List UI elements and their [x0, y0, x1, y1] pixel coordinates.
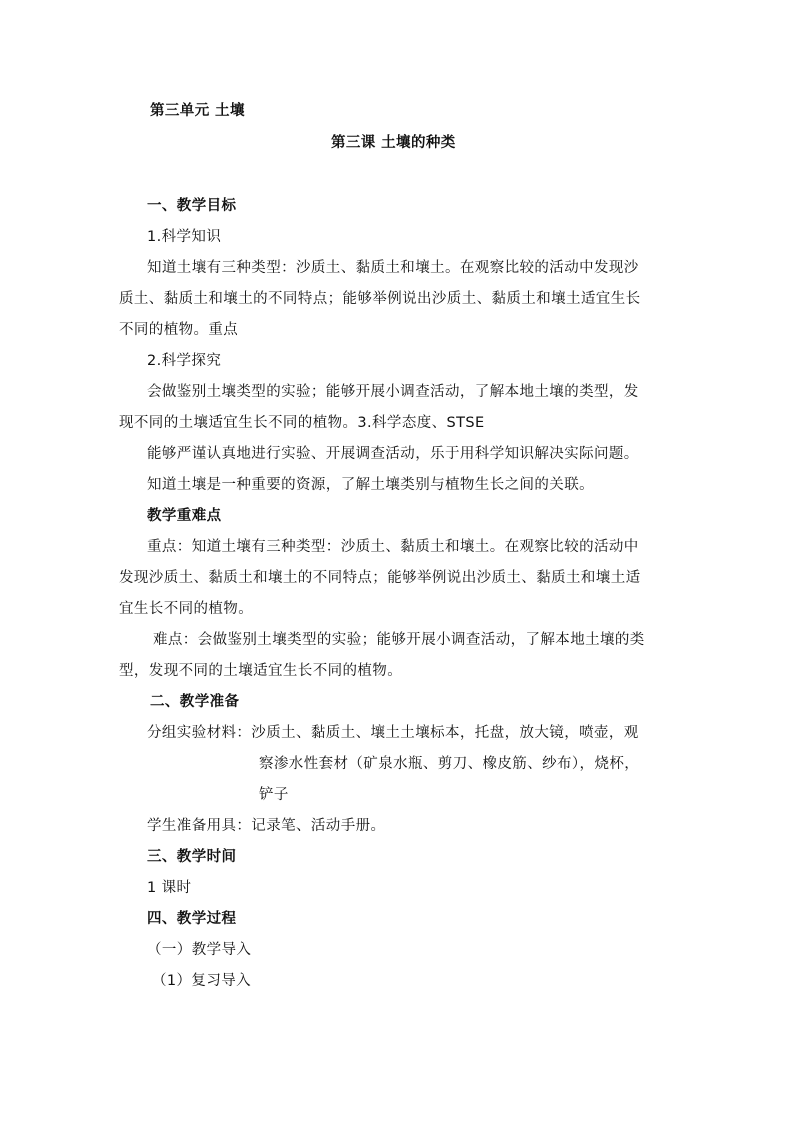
knowledge-line: 质土、黏质土和壤土的不同特点；能够举例说出沙质土、黏质土和壤土适宜生长: [119, 291, 641, 307]
key-difficult-heading: 教学重难点: [147, 508, 222, 524]
difficult-point-line: 难点：会做鉴别土壤类型的实验；能够开展小调查活动，了解本地土壤的类: [153, 632, 645, 648]
key-point-line: 发现沙质土、黏质土和壤土的不同特点；能够举例说出沙质土、黏质土和壤土适: [119, 570, 641, 586]
group-materials-line: 察渗水性套材（矿泉水瓶、剪刀、橡皮筋、纱布），烧杯，: [259, 756, 640, 772]
inquiry-line: 能够严谨认真地进行实验、开展调查活动，乐于用科学知识解决实际问题。: [147, 446, 639, 462]
process-subheading: （一）教学导入: [147, 942, 252, 958]
inquiry-line: 知道土壤是一种重要的资源，了解土壤类别与植物生长之间的关联。: [147, 477, 594, 493]
knowledge-line: 不同的植物。重点: [119, 322, 239, 338]
prep-heading: 二、教学准备: [150, 694, 240, 710]
key-point-line: 宜生长不同的植物。: [119, 601, 254, 617]
difficult-point-line: 型，发现不同的土壤适宜生长不同的植物。: [119, 663, 403, 679]
process-subheading: （1）复习导入: [152, 973, 252, 989]
unit-title: 第三单元 土壤: [150, 103, 245, 119]
lesson-title: 第三课 土壤的种类: [331, 135, 456, 151]
objectives-heading: 一、教学目标: [147, 198, 237, 214]
group-materials-line: 分组实验材料：沙质土、黏质土、壤土土壤标本，托盘，放大镜，喷壶，观: [147, 725, 639, 741]
time-heading: 三、教学时间: [147, 849, 237, 865]
group-materials-line: 铲子: [259, 787, 289, 803]
inquiry-line: 现不同的土壤适宜生长不同的植物。3.科学态度、STSE: [119, 415, 485, 431]
knowledge-heading: 1.科学知识: [147, 229, 222, 245]
process-heading: 四、教学过程: [147, 911, 237, 927]
knowledge-line: 知道土壤有三种类型：沙质土、黏质土和壤土。在观察比较的活动中发现沙: [147, 260, 639, 276]
key-point-line: 重点：知道土壤有三种类型：沙质土、黏质土和壤土。在观察比较的活动中: [147, 539, 639, 555]
inquiry-line: 会做鉴别土壤类型的实验；能够开展小调查活动，了解本地土壤的类型，发: [147, 384, 639, 400]
inquiry-heading: 2.科学探究: [147, 353, 222, 369]
student-tools-line: 学生准备用具：记录笔、活动手册。: [147, 818, 386, 834]
time-value: 1 课时: [147, 880, 192, 896]
